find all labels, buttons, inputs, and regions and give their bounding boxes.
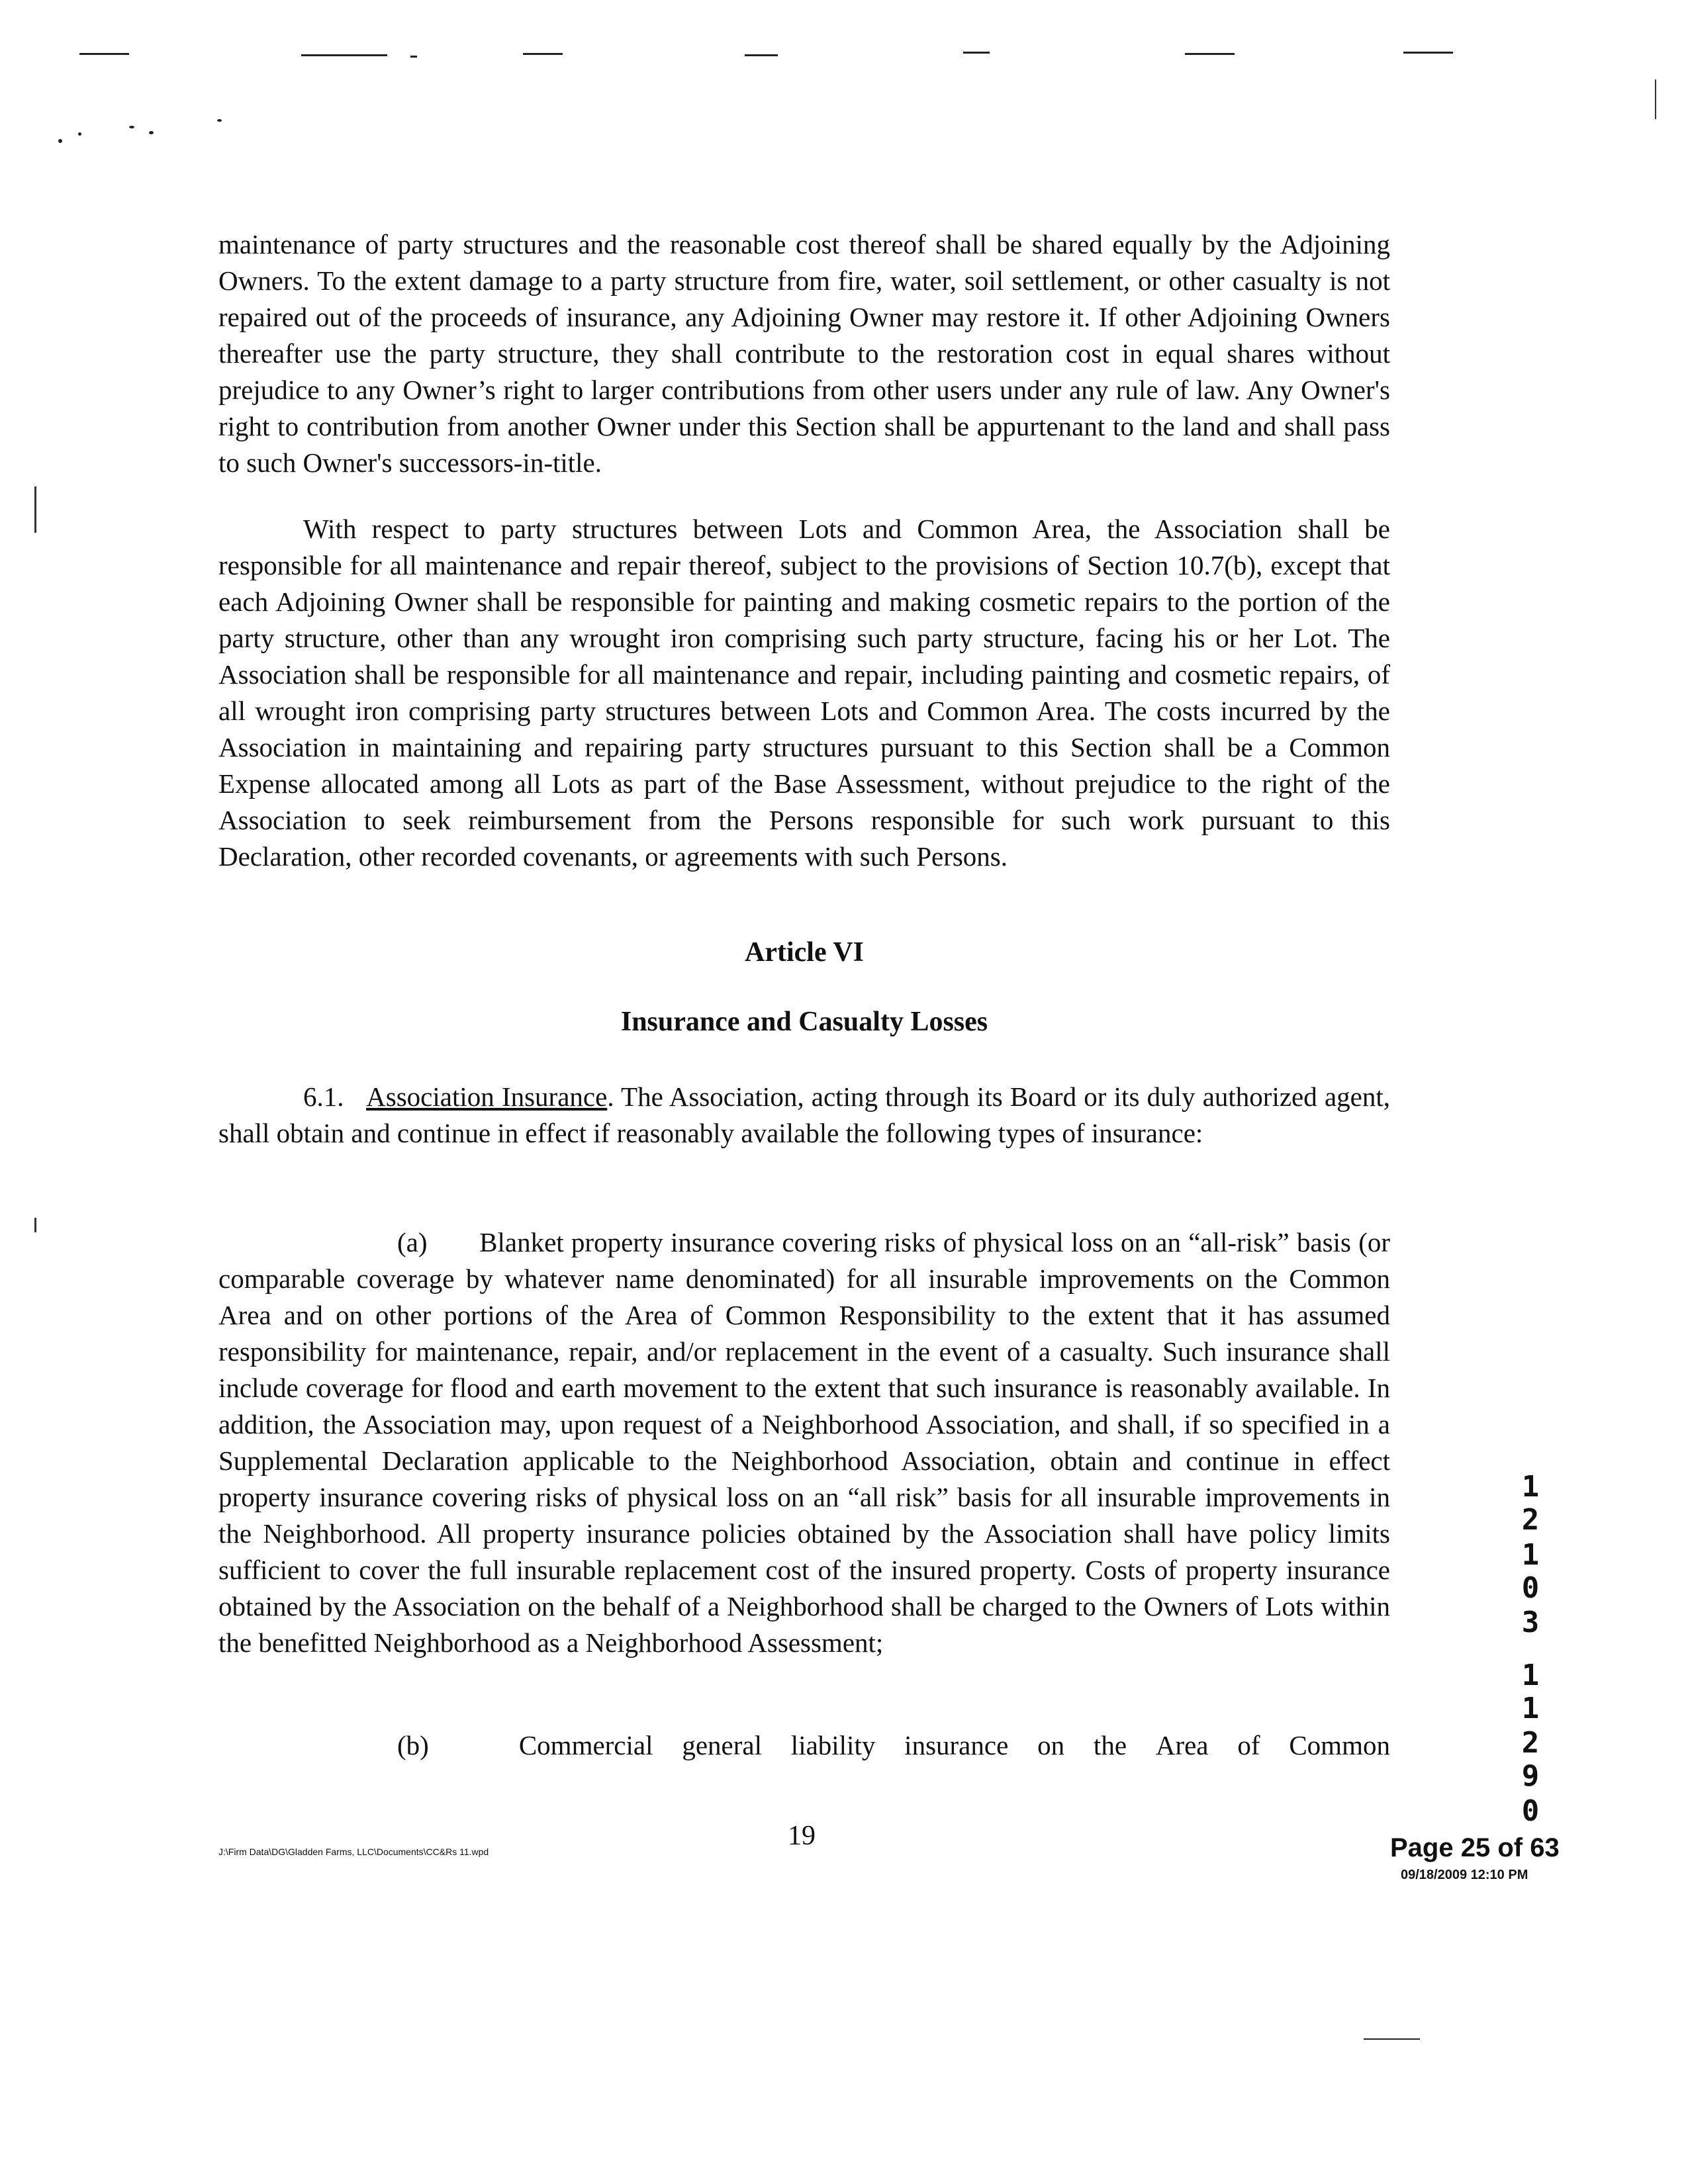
margin-digit: 1 bbox=[1521, 1692, 1540, 1725]
scan-artifact bbox=[217, 119, 222, 122]
item-b-word: general bbox=[682, 1730, 762, 1760]
scan-artifact bbox=[1364, 2038, 1420, 2040]
margin-digit: 1 bbox=[1521, 1659, 1540, 1692]
page-of-count: Page 25 of 63 bbox=[1390, 1833, 1560, 1862]
scan-artifact bbox=[79, 53, 129, 55]
section-heading: Association Insurance bbox=[366, 1081, 608, 1112]
footer-file-path: J:\Firm Data\DG\Gladden Farms, LLC\Documents\CC&Rs 11.wpd bbox=[218, 1846, 489, 1857]
page-number: 19 bbox=[788, 1821, 816, 1851]
margin-digit: 3 bbox=[1521, 1606, 1540, 1639]
scan-artifact bbox=[129, 126, 134, 128]
item-b-word: insurance bbox=[904, 1730, 1009, 1760]
scan-artifact bbox=[410, 56, 417, 58]
item-b-word: on bbox=[1037, 1730, 1065, 1760]
scan-artifact bbox=[78, 132, 81, 136]
scan-artifact bbox=[34, 1218, 36, 1232]
scan-artifact bbox=[58, 139, 62, 143]
scan-artifact bbox=[34, 486, 36, 533]
scan-artifact bbox=[301, 54, 387, 56]
article-number: Article VI bbox=[745, 937, 864, 968]
margin-digit: 0 bbox=[1521, 1571, 1540, 1605]
item-b bbox=[397, 1727, 1390, 1764]
item-b-word: Area bbox=[1155, 1730, 1209, 1760]
scan-artifact bbox=[523, 53, 563, 55]
item-a-text: Blanket property insurance covering risks of physical loss on an “all-risk” basis (or comparable coverage by whatever name denominated) for all insurable improvements on the Common Area and on other portions of the Area of Common Responsibility to the extent that it has assumed responsibility for maintenance, repair, and/or replacement in the event of a casualty. Such insurance shall include coverage for flood and earth movement to the extent that such insurance is reasonably available. In addition, the Association may, upon request of a Neighborhood Association, and shall, if so specified in a Supplemental Declaration applicable to the Neighborhood Association, obtain and continue in effect property insurance covering risks of physical loss on an “all risk” basis for all insurable improvements in the Neighborhood. All property insurance policies obtained by the Association shall have policy limits sufficient to cover the full insurable replacement cost of the insured property. Costs of property insurance obtained by the Association on the behalf of a Neighborhood shall be charged to the Owners of Lots within the benefitted Neighborhood as a Neighborhood Assessment; bbox=[218, 1227, 1390, 1658]
section-text: . The Association, acting through its Board or its duly authorized agent, shall obtain and continue in effect if reasonably available the following types of insurance: bbox=[218, 1081, 1390, 1148]
margin-digit: 2 bbox=[1521, 1503, 1540, 1537]
item-b-label: (b) bbox=[397, 1730, 429, 1760]
margin-digit: 1 bbox=[1521, 1470, 1540, 1504]
scan-artifact bbox=[1185, 53, 1235, 55]
scan-artifact bbox=[1403, 52, 1453, 54]
margin-digit: 0 bbox=[1521, 1794, 1540, 1828]
margin-digit: 1 bbox=[1521, 1538, 1540, 1572]
margin-digit: 2 bbox=[1521, 1726, 1540, 1760]
scan-artifact bbox=[963, 52, 990, 54]
item-a-label: (a) bbox=[397, 1227, 428, 1257]
timestamp: 09/18/2009 12:10 PM bbox=[1401, 1868, 1528, 1882]
item-b-word: Commercial bbox=[518, 1730, 653, 1760]
section-number: 6.1. bbox=[303, 1081, 344, 1112]
margin-digit: 9 bbox=[1521, 1759, 1540, 1793]
item-a bbox=[218, 1224, 1390, 1661]
item-b-word: liability bbox=[790, 1730, 876, 1760]
scan-artifact bbox=[149, 131, 154, 134]
item-b-word: Common bbox=[1289, 1730, 1390, 1760]
item-b-word: the bbox=[1093, 1730, 1127, 1760]
item-b-word: of bbox=[1237, 1730, 1260, 1760]
paragraph-continuation: maintenance of party structures and the reasonable cost thereof shall be shared equally by the Adjoining Owners. To the extent damage to a party structure from fire, water, soil settlement, or other casualty is not repaired out of the proceeds of insurance, any Adjoining Owner may restore it. If other Adjoining Owners thereafter use the party structure, they shall contribute to the restoration cost in equal shares without prejudice to any Owner’s right to larger contributions from other users under any rule of law. Any Owner's right to contribution from another Owner under this Section shall be appurtenant to the land and shall pass to such Owner's successors-in-title. bbox=[218, 229, 1390, 478]
scan-artifact bbox=[745, 54, 778, 56]
scan-artifact bbox=[1655, 79, 1656, 119]
article-title: Insurance and Casualty Losses bbox=[620, 1007, 988, 1037]
section-6-1 bbox=[218, 1079, 1390, 1152]
paragraph-party-structures: With respect to party structures between Lots and Common Area, the Association shall be responsible for all maintenance and repair thereof, subject to the provisions of Section 10.7(b), except that each Adjoining Owner shall be responsible for painting and making cosmetic repairs to the portion of the party structure, other than any wrought iron comprising such party structure, facing his or her Lot. The Association shall be responsible for all maintenance and repair, including painting and cosmetic repairs, of all wrought iron comprising party structures between Lots and Common Area. The costs incurred by the Association in maintaining and repairing party structures pursuant to this Section shall be a Common Expense allocated among all Lots as part of the Base Assessment, without prejudice to the right of the Association to seek reimbursement from the Persons responsible for such work pursuant to this Declaration, other recorded covenants, or agreements with such Persons. bbox=[218, 514, 1390, 872]
